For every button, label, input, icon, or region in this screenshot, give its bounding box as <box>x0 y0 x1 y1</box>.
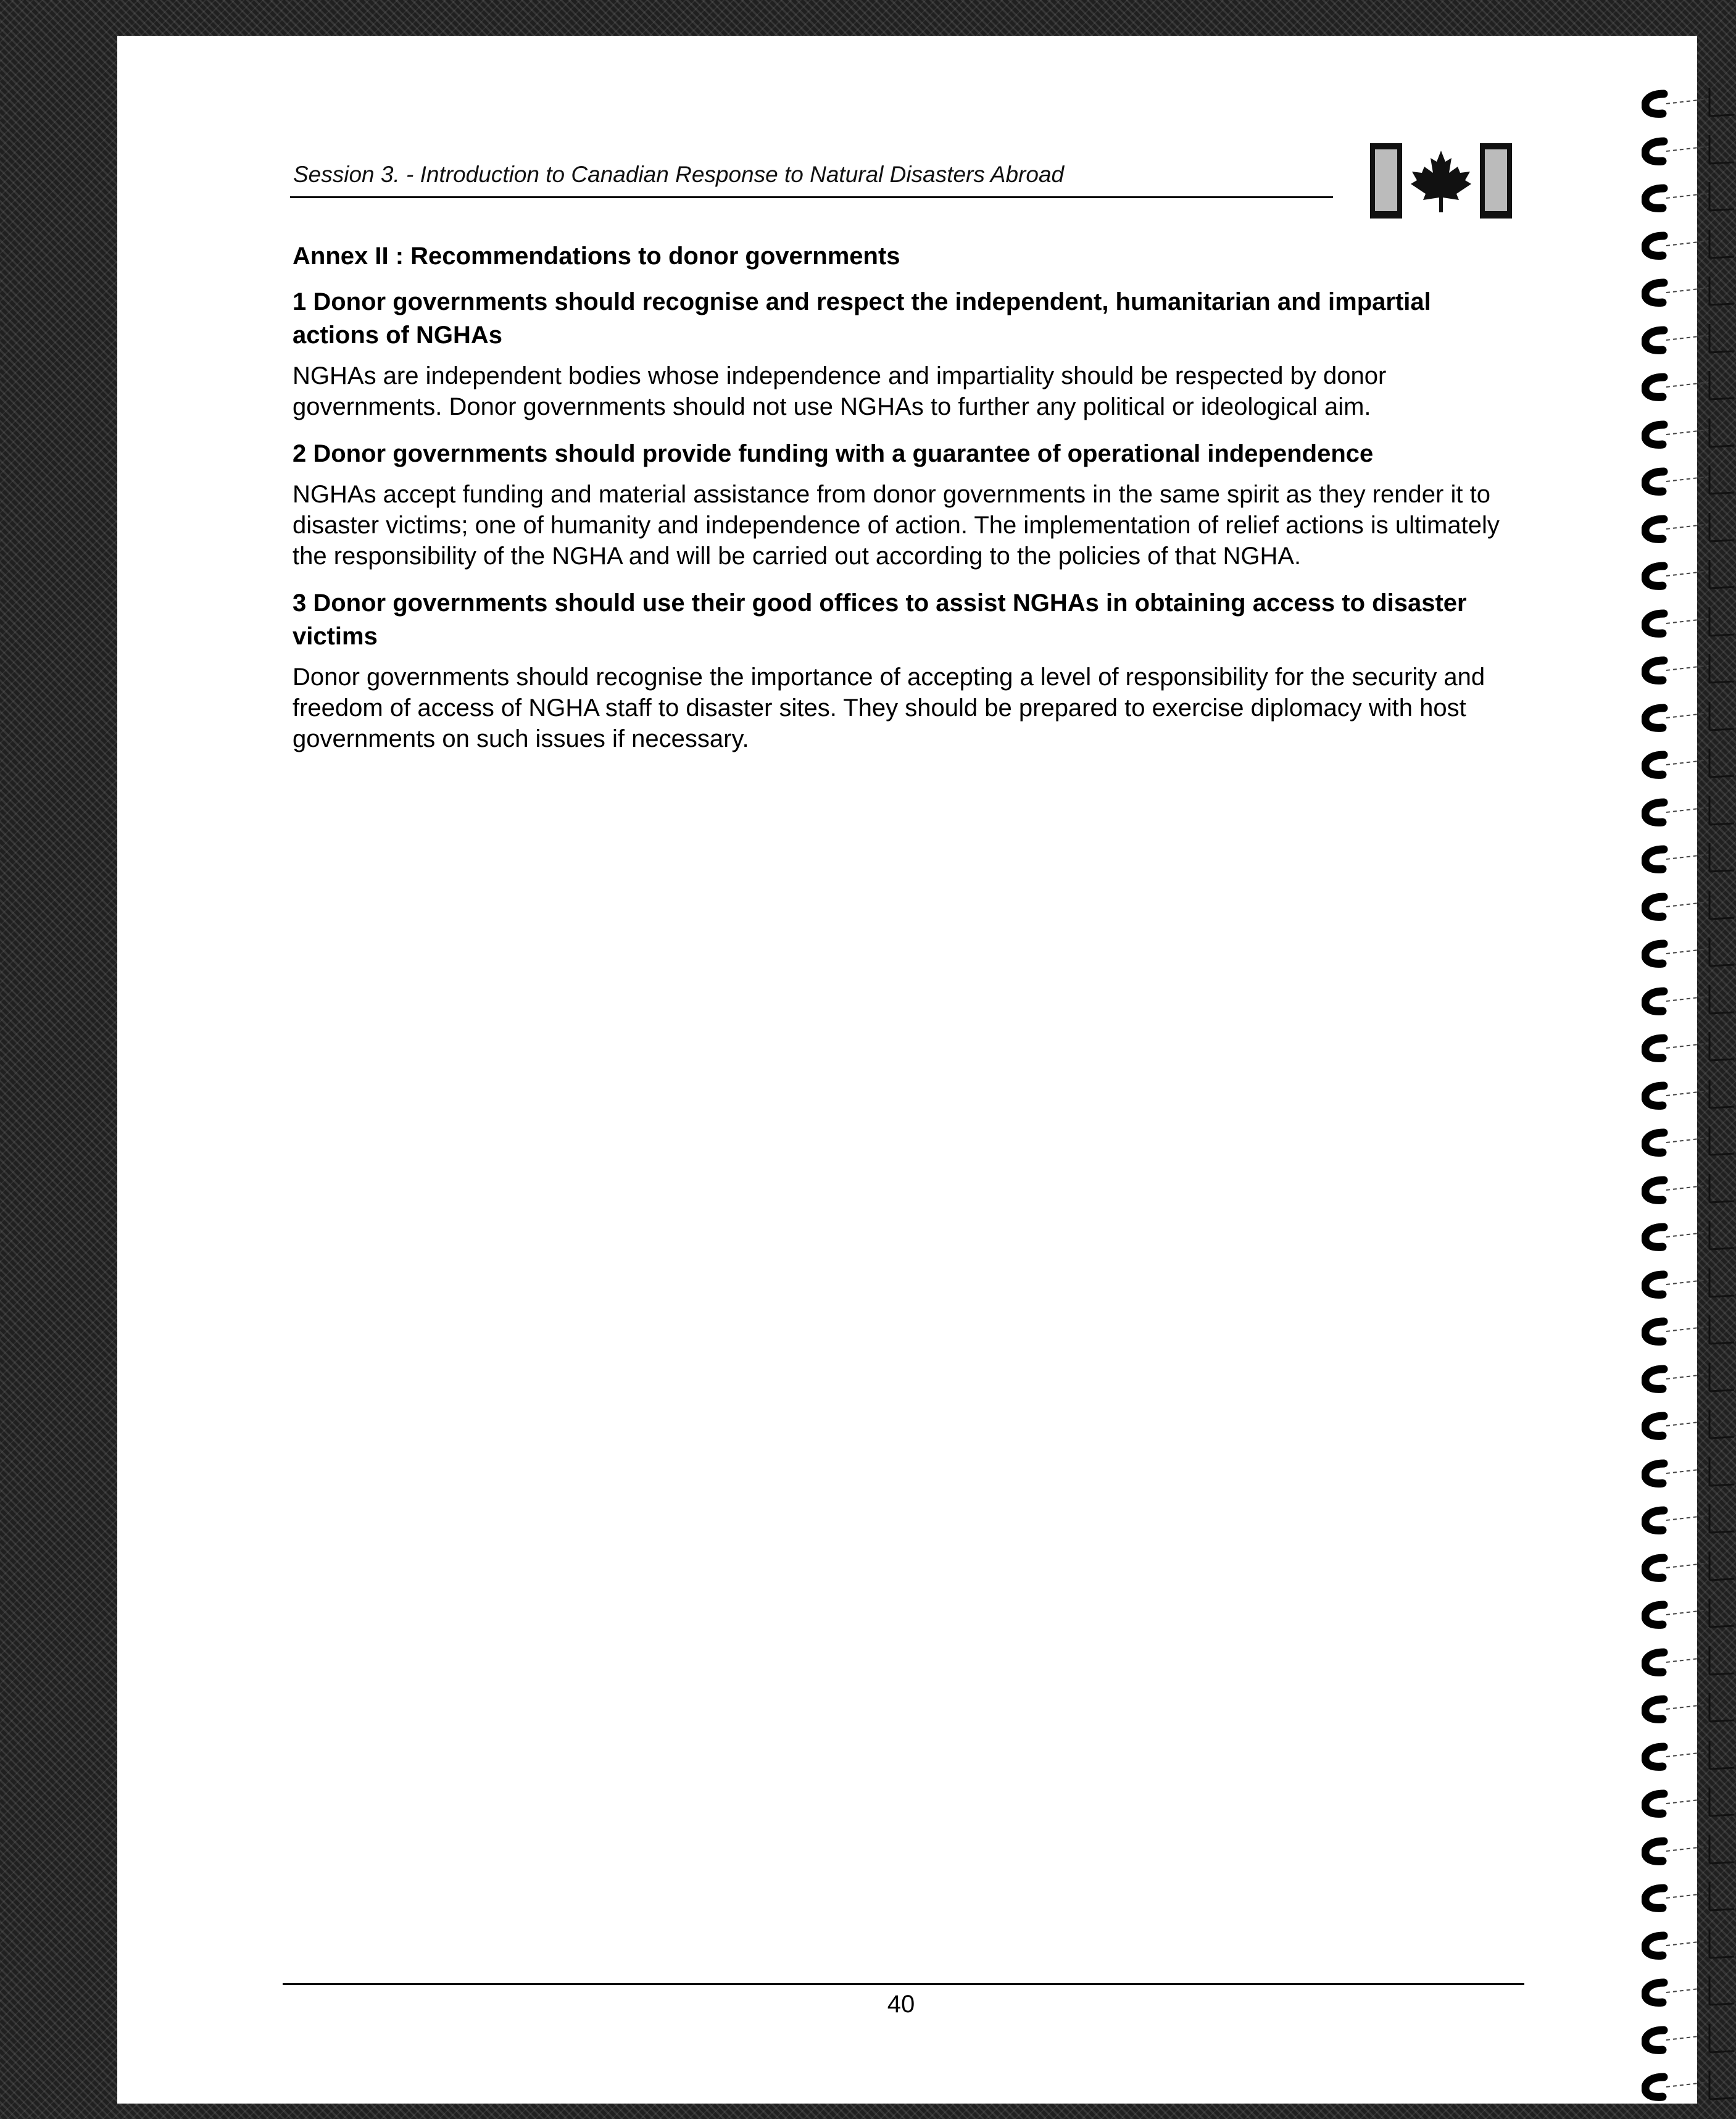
spiral-coil <box>1642 1456 1734 1488</box>
spiral-coil <box>1642 1881 1734 1913</box>
spiral-coil <box>1642 1645 1734 1677</box>
spiral-coil <box>1642 936 1734 968</box>
header-title: Session 3. - Introduction to Canadian Response to Natural Disasters Abroad <box>293 162 1065 187</box>
spiral-coil <box>1642 1220 1734 1252</box>
spiral-coil <box>1642 1597 1734 1630</box>
document-content <box>293 241 1514 769</box>
spiral-coil <box>1642 747 1734 780</box>
spiral-coil <box>1642 1409 1734 1441</box>
spiral-coil <box>1642 1786 1734 1818</box>
spiral-coil <box>1642 181 1734 213</box>
spiral-coil <box>1642 1362 1734 1394</box>
spiral-coil <box>1642 323 1734 355</box>
spiral-coil <box>1642 1125 1734 1157</box>
spiral-coil <box>1642 228 1734 260</box>
spiral-coil <box>1642 1173 1734 1205</box>
section-heading-1: 1 Donor governments should recognise and respect the independent, humanitarian and impartial actions of NGHAs <box>293 288 1431 349</box>
spiral-coil <box>1642 370 1734 402</box>
spiral-coil <box>1642 606 1734 638</box>
spiral-coil <box>1642 1834 1734 1866</box>
annex-title: Annex II : Recommendations to donor governments <box>293 243 900 270</box>
spiral-coil <box>1642 653 1734 685</box>
section-body-1: NGHAs are independent bodies whose independence and impartiality should be respected by donor governments. Donor governments should not use NGHAs to further any political or ideological aim. <box>293 362 1387 420</box>
spiral-coil <box>1642 86 1734 119</box>
spiral-coil <box>1642 1267 1734 1299</box>
spiral-coil <box>1642 889 1734 922</box>
spiral-coil <box>1642 1692 1734 1724</box>
spiral-coil <box>1642 134 1734 166</box>
footer-rule <box>283 1983 1524 1985</box>
section-heading-2: 2 Donor governments should provide funding with a guarantee of operational independence <box>293 440 1374 467</box>
spiral-coil <box>1642 2070 1734 2102</box>
spiral-coil <box>1642 2023 1734 2055</box>
spiral-coil <box>1642 1928 1734 1960</box>
spiral-coil <box>1642 559 1734 591</box>
spiral-coil <box>1642 1503 1734 1535</box>
header-rule <box>290 196 1333 198</box>
spiral-coil <box>1642 701 1734 733</box>
section-body-3: Donor governments should recognise the importance of accepting a level of responsibility for the security and freedom of access of NGHA staff to disaster sites. They should be prepared to exercise diplomacy with host governments on such issues if necessary. <box>293 664 1485 752</box>
canada-flag-icon <box>1370 143 1512 219</box>
spiral-coil <box>1642 1031 1734 1063</box>
spiral-coil <box>1642 1078 1734 1110</box>
section-body-2: NGHAs accept funding and material assistance from donor governments in the same spirit as they render it to disaster victims; one of humanity and independence of action. The implementation of relief actions is ultimately the responsibility of the NGHA and will be carried out according to the policies of that NGHA. <box>293 481 1500 570</box>
spiral-coil <box>1642 984 1734 1016</box>
section-heading-3: 3 Donor governments should use their good offices to assist NGHAs in obtaining access to disaster victims <box>293 589 1467 650</box>
spiral-coil <box>1642 842 1734 874</box>
spiral-coil <box>1642 795 1734 827</box>
page-number: 40 <box>887 1991 915 2018</box>
spiral-coil <box>1642 464 1734 496</box>
spiral-coil <box>1642 275 1734 307</box>
spiral-coil <box>1642 512 1734 544</box>
spiral-coil <box>1642 417 1734 449</box>
spiral-coil <box>1642 1551 1734 1583</box>
spiral-binding <box>1642 86 1736 2117</box>
spiral-coil <box>1642 1739 1734 1771</box>
spiral-coil <box>1642 1314 1734 1346</box>
spiral-coil <box>1642 1975 1734 2007</box>
